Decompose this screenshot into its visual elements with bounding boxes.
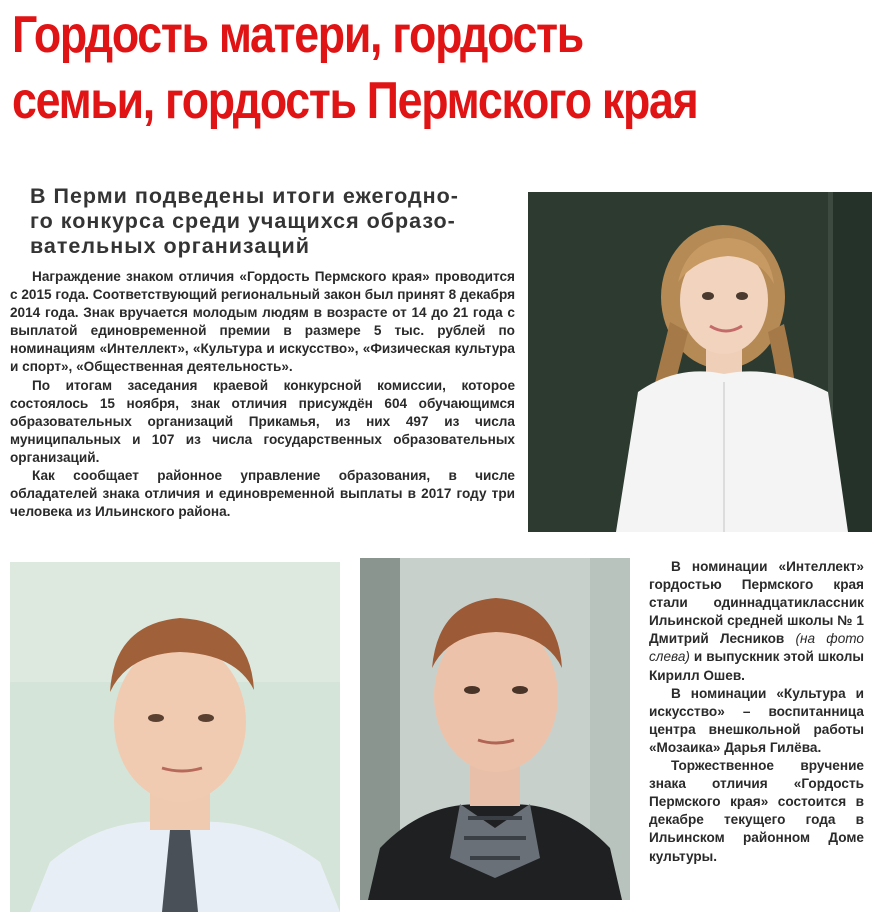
- headline-line-2: семьи, гордость Пермского края: [12, 72, 698, 130]
- article-headline: [12, 2, 752, 134]
- sidebar-photo-note: (на фото слева): [649, 631, 864, 665]
- sidebar-p1-before: В номинации «Интеллект» гордостью Пермского края стали одиннадцатиклассник Ильинской средней школы № 1 Дмитрий Лесников: [649, 559, 864, 647]
- subheadline-line-2: го конкурса среди учащихся образо-: [30, 209, 456, 233]
- body-paragraph-1: Награждение знаком отличия «Гордость Пермского края» проводится с 2015 года. Соответствующий региональный закон был принят 8 декабря 2014 года. Знак вручается молодым людям в возрасте от 14 до 21 года с выплатой единовременной премии в размере 5 тыс. рублей по номинациям «Интеллект», «Культура и искусство», «Физическая культура и спорт», «Общественная деятельность».: [10, 269, 516, 375]
- photo-boy-left-portrait: [10, 562, 340, 912]
- subheadline-line-1: В Перми подведены итоги ежегодно-: [30, 184, 459, 208]
- subheadline-line-3: вательных организаций: [30, 234, 310, 258]
- body-paragraph-2: По итогам заседания краевой конкурсной комиссии, которое состоялось 15 ноября, знак отличия присуждён 604 обучающимся образовательных организаций Прикамья, из них 497 из числа муниципальных и 107 из числа государственных образовательных организаций.: [10, 377, 515, 465]
- headline-line-1: Гордость матери, гордость: [12, 6, 583, 64]
- sidebar-text: [649, 558, 864, 866]
- body-paragraph-3: Как сообщает районное управление образования, в числе обладателей знака отличия и единовременной выплаты в 2017 году три человека из Ильинского района.: [10, 468, 515, 520]
- sidebar-p1-after: и выпускник этой школы Кирилл Ошев.: [649, 649, 864, 683]
- sidebar-paragraph-3: Торжественное вручение знака отличия «Гордость Пермского края» состоится в декабре текущего года в Ильинском районном Доме культуры.: [649, 758, 864, 864]
- photo-girl-portrait: [528, 192, 872, 532]
- sidebar-paragraph-2: В номинации «Культура и искусство» – воспитанница центра внешкольной работы «Мозаика» Дарья Гилёва.: [649, 685, 864, 755]
- sidebar-paragraph-1: [649, 558, 864, 685]
- photo-boy-right-portrait: [360, 558, 630, 900]
- article-subheadline: [30, 184, 516, 259]
- article-body: [10, 268, 515, 521]
